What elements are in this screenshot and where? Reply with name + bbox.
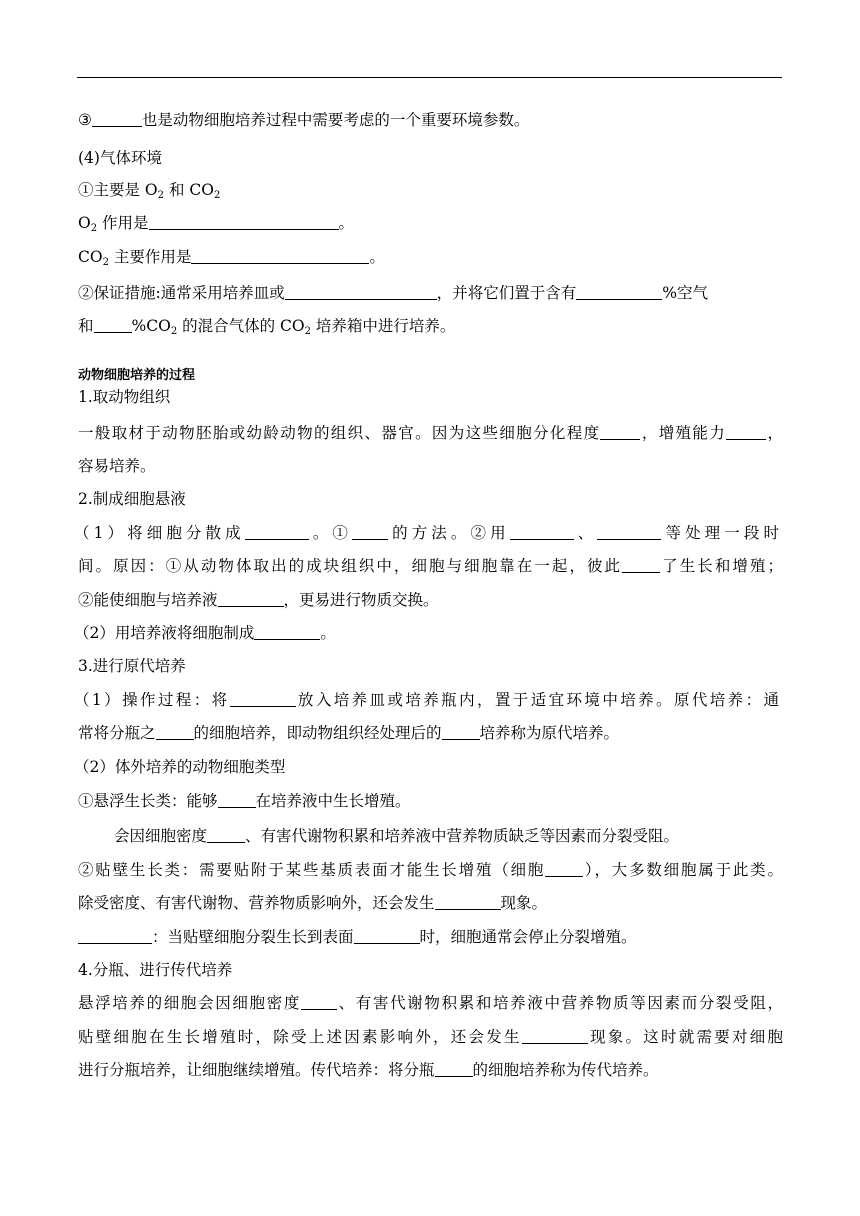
blank [254,624,320,640]
blank [218,792,256,808]
blank [545,861,583,877]
blank [92,111,142,127]
blank [218,591,284,607]
blank [352,524,388,540]
blank [522,1028,588,1044]
text-line: 一般取材于动物胚胎或幼龄动物的组织、器官。因为这些细胞分化程度 ，增殖能力 ， [78,424,783,442]
blank [78,928,152,944]
blank [191,248,369,264]
header-rule [77,77,782,78]
text-line: 悬浮培养的细胞会因细胞密度 、有害代谢物积累和培养液中营养物质等因素而分裂受阻， [78,994,783,1012]
section-heading: （2）体外培养的动物细胞类型 [74,758,286,776]
blank [245,524,309,540]
text-line: 会因细胞密度 、有害代谢物积累和培养液中营养物质缺乏等因素而分裂受阻。 [114,827,680,845]
blank [510,524,574,540]
text-line: （1）将细胞分散成 。① 的方法。②用 、 等处理一段时 [74,524,779,542]
text-line: （1）操作过程：将 放入培养皿或培养瓶内，置于适宜环境中培养。原代培养：通 [74,691,779,709]
section-heading: 3.进行原代培养 [78,657,186,675]
blank [207,827,245,843]
blank [442,724,480,740]
text-line: 进行分瓶培养，让细胞继续增殖。传代培养：将分瓶 的细胞培养称为传代培养。 [78,1061,659,1079]
text-line: 间。原因：①从动物体取出的成块组织中，细胞与细胞靠在一起，彼此 了生长和增殖； [78,557,783,575]
text-line: ②贴壁生长类：需要贴附于某些基质表面才能生长增殖（细胞 ），大多数细胞属于此类。 [78,861,783,879]
text-line: ②保证措施:通常采用培养皿或 ，并将它们置于含有 %空气 [78,284,708,302]
text-line: （2）用培养液将细胞制成 。 [74,624,336,642]
blank [622,557,660,573]
blank [156,724,194,740]
text-line: $O_2$ 作用是 。 [78,214,355,234]
text-line: 常将分瓶之 的细胞培养，即动物组织经处理后的 培养称为原代培养。 [78,724,620,742]
text-line: 贴壁细胞在生长增殖时，除受上述因素影响外，还会发生 现象。这时就需要对细胞 [78,1028,783,1046]
blank [435,894,501,910]
blank [230,691,296,707]
text-line: ②能使细胞与培养液 ，更易进行物质交换。 [78,591,439,609]
blank [576,284,662,300]
section-heading: 2.制成细胞悬液 [78,490,186,508]
text-line: 容易培养。 [78,457,156,475]
section-heading: 1.取动物组织 [78,388,171,406]
text-line: $CO_2$ 主要作用是 。 [78,248,385,268]
blank [285,284,437,300]
text-line: 除受密度、有害代谢物、营养物质影响外，还会发生 现象。 [78,894,548,912]
blank [301,994,337,1010]
text-line: 和 $\%CO_2$ 的混合气体的 $CO_2$ 培养箱中进行培养。 [78,317,456,337]
section-heading: 4.分瓶、进行传代培养 [78,961,233,979]
section-heading: (4)气体环境 [78,149,162,167]
blank [149,214,339,230]
text-line: ①悬浮生长类：能够 在培养液中生长增殖。 [78,792,411,810]
blank [597,524,661,540]
blank [600,424,640,440]
blank [94,317,132,333]
section-heading: 动物细胞培养的过程 [78,368,196,383]
text-line: ：当贴壁细胞分裂生长到表面 时，细胞通常会停止分裂增殖。 [78,927,783,947]
blank [726,424,766,440]
text-line: ③ 也是动物细胞培养过程中需要考虑的一个重要环境参数。 [78,111,530,129]
blank [435,1061,473,1077]
text-line: ①主要是 $O_2$ 和 $CO_2$ [78,181,221,201]
blank [354,928,420,944]
